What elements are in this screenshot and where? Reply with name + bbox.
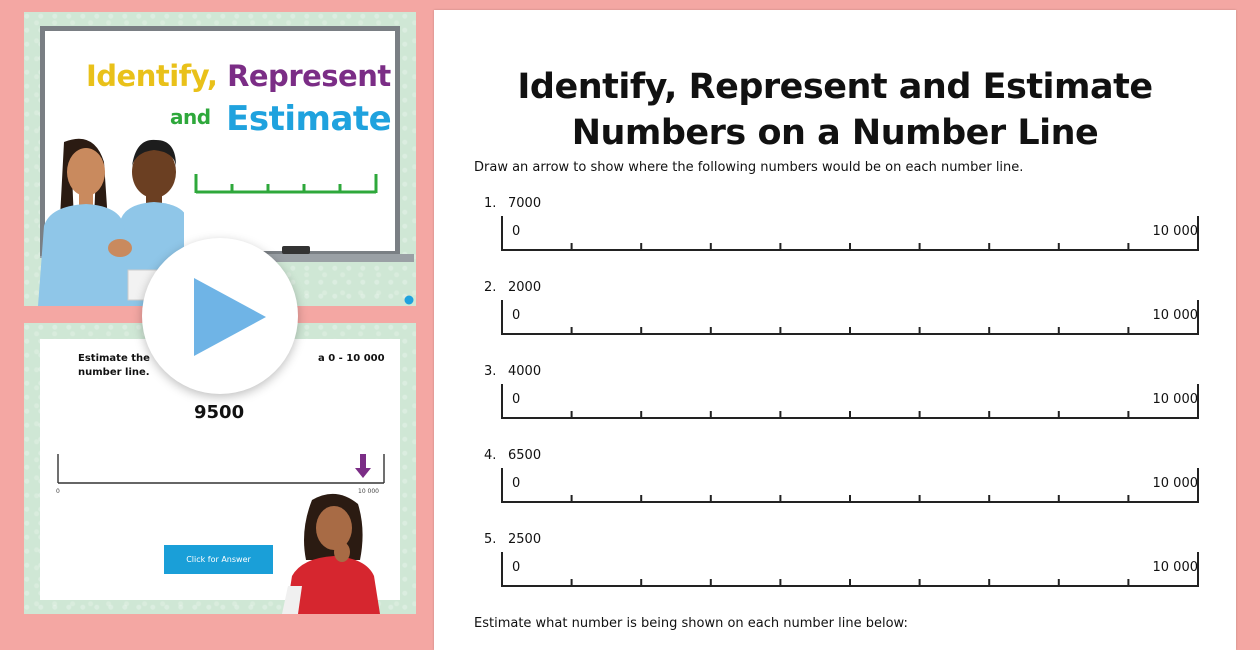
number-line-start-label: 0 — [512, 560, 521, 575]
number-line-start-label: 0 — [512, 476, 521, 491]
number-line[interactable] — [498, 462, 1202, 508]
number-line[interactable] — [498, 546, 1202, 592]
play-button[interactable] — [142, 238, 298, 394]
number-line-end-label: 10 000 — [1152, 560, 1198, 575]
question-text-part2: a 0 - 10 000 — [318, 353, 385, 364]
title-word-and: and — [170, 105, 211, 129]
title-word-represent: Represent — [227, 59, 391, 93]
question-value: 2500 — [508, 532, 542, 547]
number-line-end-label: 10 000 — [1152, 308, 1198, 323]
question-number: 3. — [484, 364, 497, 379]
down-arrow-icon — [355, 454, 371, 478]
question-number: 1. — [484, 196, 497, 211]
worksheet-title-line1: Identify, Represent and Estimate — [517, 67, 1153, 107]
number-line-question — [434, 364, 1236, 448]
question-value: 7000 — [508, 196, 542, 211]
number-line-question — [434, 196, 1236, 280]
number-line[interactable] — [498, 294, 1202, 340]
question-number: 2. — [484, 280, 497, 295]
play-icon — [142, 238, 298, 394]
question-text-part3: number line. — [78, 367, 150, 378]
number-line-end-label: 10 000 — [1152, 224, 1198, 239]
slide-number-line — [54, 450, 390, 490]
target-number: 9500 — [194, 402, 245, 423]
number-line-question — [434, 448, 1236, 532]
worksheet-title-line2: Numbers on a Number Line — [571, 113, 1099, 153]
number-line[interactable] — [498, 378, 1202, 424]
click-for-answer-button[interactable]: Click for Answer — [164, 545, 273, 574]
number-line-illustration — [194, 172, 378, 194]
slide-line-start-label: 0 — [56, 488, 60, 495]
number-line-start-label: 0 — [512, 308, 521, 323]
question-number: 4. — [484, 448, 497, 463]
number-line-start-label: 0 — [512, 224, 521, 239]
worksheet-instruction: Draw an arrow to show where the following numbers would be on each number line. — [474, 160, 1024, 175]
number-line[interactable] — [498, 210, 1202, 256]
question-value: 6500 — [508, 448, 542, 463]
slide-line-end-label: 10 000 — [358, 488, 379, 495]
question-value: 4000 — [508, 364, 542, 379]
title-word-identify: Identify, — [86, 59, 218, 93]
girl-thinking-illustration — [282, 490, 382, 614]
question-number: 5. — [484, 532, 497, 547]
number-line-start-label: 0 — [512, 392, 521, 407]
number-line-question — [434, 532, 1236, 616]
question-text-part1: Estimate the — [78, 353, 150, 364]
title-word-estimate: Estimate — [226, 99, 392, 139]
number-line-question — [434, 280, 1236, 364]
question-value: 2000 — [508, 280, 542, 295]
worksheet-footer-instruction: Estimate what number is being shown on each number line below: — [474, 616, 908, 631]
number-line-end-label: 10 000 — [1152, 392, 1198, 407]
brand-logo-icon — [404, 295, 414, 305]
number-line-end-label: 10 000 — [1152, 476, 1198, 491]
worksheet-title — [434, 64, 1236, 156]
worksheet-page — [434, 10, 1236, 650]
